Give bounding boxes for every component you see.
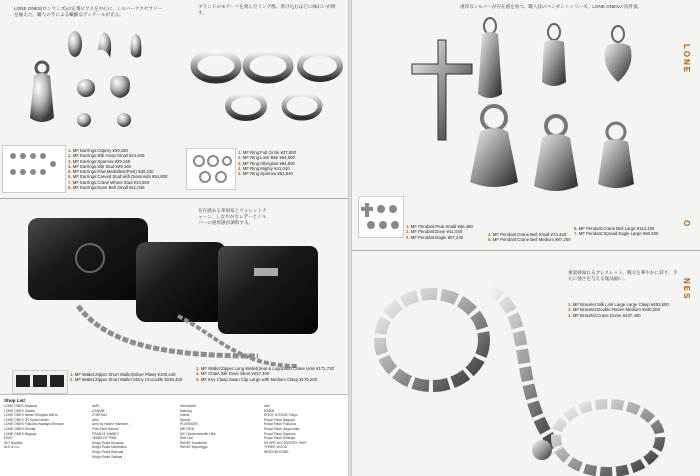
pendants-intro: 重厚なシルバーが存在感を放つ、職人技のペンダントシリーズ。LONE ONESの真骨頂。 — [460, 4, 643, 9]
pendants-caption-col3 — [574, 226, 678, 237]
rings-illustration — [188, 40, 346, 130]
earring-crane-wheel-icon — [77, 113, 91, 127]
caption-text: MF Wallet:Zipper Long Wallet(Seal & Logo)With Crane Hole ¥171,720 — [200, 366, 334, 371]
pendant-bail-1-icon — [484, 18, 496, 34]
pendants-caption-col1 — [406, 224, 486, 240]
caption-text: MF Pendant:Crane Bell Large ¥113,400 — [578, 226, 655, 231]
caption-text: MF Earrings:Crane Wheel Stud ¥34,560 — [72, 179, 150, 185]
earring-silk-stud-icon — [117, 113, 131, 127]
shop-name: PLATINOIR — [180, 422, 198, 427]
caption-row — [70, 377, 190, 382]
caption-row — [406, 235, 486, 240]
shop-name: THREE WOOD — [264, 445, 288, 450]
caption-number: 5. — [488, 237, 493, 243]
earring-osprey-icon — [68, 31, 82, 57]
caption-text: MF Ring:Love Bite ¥64,800 — [242, 155, 295, 161]
shop-name: ReDeF Myeonggu — [180, 445, 208, 450]
caption-number: 7. — [574, 231, 579, 237]
wallets-thumbnail-icon — [13, 371, 67, 393]
shop-name: ISO Nordisk — [4, 440, 23, 445]
caption-number: 1. — [406, 224, 411, 229]
shop-name: LONE ONES Fukuoka Iwataya Shinkan — [4, 422, 64, 427]
pendant-ring-bail-2-icon — [546, 116, 566, 136]
ring-mighty-icon — [228, 94, 264, 118]
caption-number: 6. — [68, 174, 73, 180]
caption-text: MF Wallet:Zipper Short Wallet Shiny Crocodile ¥248,400 — [74, 377, 183, 383]
caption-text: MF Ring:Mighty ¥41,040 — [242, 165, 290, 171]
rings-thumbnail — [186, 148, 236, 190]
caption-number: 4. — [488, 232, 493, 237]
earrings-thumbnail-icon — [3, 146, 65, 192]
caption-text: MF Chain:Silk Dove Short ¥437,400 — [200, 371, 270, 377]
pendant-crane-bell-medium-icon — [534, 134, 578, 191]
bracelets-illustration — [358, 270, 678, 476]
caption-row — [68, 185, 178, 190]
caption-row — [196, 377, 346, 382]
caption-row — [574, 231, 678, 236]
caption-number: 1. — [238, 150, 243, 155]
caption-number: 3. — [238, 160, 243, 166]
shop-list-column-4 — [264, 404, 307, 455]
caption-text: MF Ring:Sparrow ¥51,840 — [242, 171, 293, 177]
shop-list-title: Shop List — [4, 398, 25, 403]
shop-name: AMS — [92, 404, 100, 408]
earrings-thumbnail — [2, 145, 66, 193]
ring-sparrow-icon — [284, 94, 320, 118]
shop-name: King's Road Nishimitsu — [92, 445, 127, 450]
caption-number: 2. — [238, 155, 243, 161]
shop-name: JEWELRY PINE — [92, 436, 117, 441]
caption-text: MF Earrings:Carved Stud with Diamonds ¥54,800 — [72, 174, 168, 180]
shop-name: Red Owl — [180, 436, 194, 441]
shop-name: MEYZEN — [180, 426, 195, 431]
caption-number: 7. — [68, 179, 73, 185]
shop-name: Royal Flash Jinguumae — [264, 426, 300, 431]
shop-name: King's Road Aoyama — [92, 440, 124, 445]
pendant-eagle-icon — [542, 40, 566, 86]
shop-name: LONE ONES Aoyama — [4, 404, 37, 408]
caption-text: MF Earrings:Osprey ¥29,160 — [72, 148, 128, 153]
shop-name: First Field Harumi — [92, 426, 119, 431]
shop-name: Moomi — [180, 417, 191, 422]
brand-vertical-text-bottom: NES — [682, 278, 691, 301]
caption-number: 4. — [238, 165, 243, 171]
right-page — [352, 0, 700, 476]
caption-text: MF Earrings:Sparrow ¥29,160 — [72, 158, 131, 164]
caption-number: 4. — [68, 163, 73, 169]
earring-dove-bell-icon — [30, 73, 54, 122]
shop-name: ROCK N ROSE Tokyo — [264, 413, 298, 418]
caption-text: MF Ring:Afterglow ¥84,800 — [242, 160, 295, 166]
caption-text: MF Wallet:Zipper Short Wallet(Silver Plate) ¥100,440 — [74, 372, 176, 377]
ring-full-circle-icon — [194, 52, 238, 80]
section-divider-right — [352, 250, 700, 251]
brand-vertical-text-top: LONE — [682, 44, 691, 75]
section-divider — [0, 198, 348, 199]
pendant-ring-bail-icon — [482, 106, 506, 130]
caption-number: 6. — [574, 226, 579, 231]
caption-text: MF Ring:Full Circle ¥37,800 — [242, 150, 297, 155]
caption-text: MF Pendant:Spread Eagle Large ¥60,480 — [578, 231, 659, 237]
caption-text: MF Pendant:Crane Bell Small ¥73,440 — [492, 232, 567, 237]
earring-paw-medallion-icon — [77, 79, 95, 97]
shop-name: FRANCE MANEY — [92, 431, 119, 436]
wallet-long-icon — [28, 218, 148, 300]
caption-number: 5. — [68, 169, 73, 175]
shop-name: RAIEB — [264, 408, 275, 413]
caption-number: 1. — [68, 148, 73, 153]
ring-afterglow-icon — [300, 53, 340, 79]
pendant-bail-3-icon — [612, 26, 624, 42]
shop-list — [0, 394, 348, 476]
shop-name: WISDOM KOBE — [264, 449, 289, 454]
earring-sparrow-icon — [98, 32, 111, 58]
shop-name: ESSY — [4, 436, 14, 441]
wallet-caption-right — [196, 366, 346, 382]
caption-number: 5. — [238, 171, 243, 177]
left-page — [0, 0, 348, 476]
earrings-illustration — [20, 28, 170, 143]
caption-number: 5. — [196, 376, 201, 382]
shop-name: Amy by Haven Hamilton — [92, 422, 129, 427]
caption-number: 8. — [68, 185, 73, 191]
earring-hoop-icon — [36, 62, 48, 74]
shop-name: MC Octobrewsville Hills — [180, 431, 216, 436]
caption-number: 1. — [70, 372, 75, 377]
shop-name: Arky — [92, 417, 99, 422]
shop-name: Keoscrimb — [180, 404, 197, 408]
pendant-bail-2-icon — [548, 24, 560, 40]
caption-text: MF Bracelet:Silk Link Large Large Clasp ¥453,600 — [572, 302, 669, 307]
pendant-ring-bail-3-icon — [607, 123, 625, 141]
shop-name: CHRONO — [92, 413, 108, 418]
pendants-thumbnail — [358, 196, 404, 238]
shop-name: SILVER ACCESSORY SHIP — [264, 440, 307, 445]
caption-number: 1. — [568, 302, 573, 307]
caption-number: 3. — [568, 312, 573, 318]
shop-name: LONE ONES Nagoya — [4, 431, 37, 436]
caption-number: 3. — [68, 158, 73, 164]
rings-intro: ブランドのモチーフを刻んだリング群。着け込むほどに味わいが増す。 — [198, 4, 336, 15]
caption-text: MF Earrings:Silk Hoop Small ¥24,840 — [72, 153, 145, 159]
caption-number: 2. — [68, 153, 73, 159]
bracelet-silk-link-icon — [380, 294, 484, 386]
ring-love-bite-icon — [246, 52, 290, 80]
shop-name: Royal Flash Shibuya — [264, 436, 296, 441]
shop-name: LONE ONES JR Kyoto Isetan — [4, 417, 49, 422]
caption-number: 2. — [70, 377, 75, 383]
bracelet-crane-dome-icon — [556, 404, 660, 472]
wallets-thumbnail — [12, 370, 68, 394]
shop-name: ReDeF Hosshima — [180, 440, 207, 445]
bracelet-double-raven-icon — [488, 290, 558, 450]
caption-number: 4. — [196, 371, 201, 377]
wallet-caption-left — [70, 372, 190, 383]
earrings-intro: LONE ONES(ロンワンズ)の定番ピアスを中心に、シルバーアクセサリーを揃えた。職人の手による繊細なディテールが光る。 — [14, 6, 163, 17]
shop-list-column-2 — [92, 404, 128, 459]
pendants-caption-col2 — [488, 232, 572, 243]
shop-name: Royal Flash Fukuoka — [264, 422, 296, 427]
caption-row — [488, 237, 572, 242]
shop-name: LONE ONES Osaka — [4, 408, 35, 413]
caption-number: 3. — [406, 234, 411, 240]
wallet-plate-icon — [254, 268, 278, 276]
shop-name: Interia — [180, 413, 190, 418]
caption-text: MF Pendant:Peat Small ¥60,480 — [410, 224, 473, 229]
wallet-crocodile-icon — [136, 242, 226, 322]
bracelets-intro: 重量感溢れるブレスレット。腕元を華やかに彩り、手元に強さを与える逸品揃い。 — [568, 270, 678, 281]
caption-text: MF Bracelet:Crane Dome ¥437,400 — [572, 312, 641, 318]
shop-name: LONE ONES Isetan Shinjuku Men's — [4, 413, 58, 418]
pendant-crane-bell-large-icon — [598, 139, 634, 188]
shop-name: King's Road Sabiwa — [92, 454, 123, 459]
pendant-heart-icon — [605, 43, 632, 82]
shop-name: nifu — [264, 404, 270, 408]
earring-carved-stud-icon — [110, 76, 130, 98]
shop-name: King's Road Kanzaki — [92, 449, 124, 454]
caption-number: 3. — [196, 366, 201, 371]
shop-name: CANNIE — [92, 408, 105, 413]
shop-name: LONE ONES Sendai — [4, 426, 36, 431]
wallet-zipper-short-icon — [218, 246, 318, 334]
brand-vertical-text-mid: O — [682, 220, 691, 229]
shop-name: ALE & Co. — [4, 445, 20, 450]
shop-name: Royal Flash Sapporo — [264, 431, 296, 436]
pendant-dove-icon — [478, 32, 502, 98]
caption-row — [238, 171, 346, 176]
shop-name: Royal Flash Nagoya — [264, 417, 295, 422]
rings-caption — [238, 150, 346, 176]
caption-text: MF Bracelet:Double Raven Medium ¥340,200 — [572, 307, 660, 313]
shop-name: Nabzzg — [180, 408, 192, 413]
earrings-caption — [68, 148, 178, 190]
caption-number: 2. — [406, 229, 411, 235]
shop-list-column-1 — [4, 404, 64, 450]
pendant-crane-bell-small-icon — [470, 128, 518, 187]
caption-text: MF Key Clasp:Swan Clip Large with Medium Clasp ¥176,200 — [200, 376, 318, 382]
wallets-intro: 存在感ある革財布とウォレットチェーン。しなやかなレザーとシルバーの重厚感が調和する。 — [198, 208, 267, 225]
caption-text: MF Pendant:Dove ¥41,040 — [410, 229, 463, 235]
pendants-illustration — [376, 14, 676, 214]
caption-text: MF Pendant:Eagle ¥57,240 — [410, 234, 464, 240]
pendants-thumbnail-icon — [359, 197, 403, 237]
caption-number: 2. — [568, 307, 573, 313]
caption-text: MF Earrings:Paw Medallion(Post) ¥30,240 — [72, 169, 154, 175]
bracelet-clasp-icon — [532, 440, 552, 460]
shop-list-column-3 — [180, 404, 216, 450]
caption-text: MF Pendant:Crane Bell Medium ¥97,200 — [492, 237, 571, 243]
pendant-cross-icon — [412, 40, 472, 140]
rings-thumbnail-icon — [187, 149, 235, 189]
caption-text: MF Earrings:Silk Stud ¥29,160 — [72, 163, 132, 169]
earring-stud-icon — [131, 34, 142, 58]
caption-text: MF Earrings:Dove Bell Small ¥41,040 — [72, 185, 145, 191]
